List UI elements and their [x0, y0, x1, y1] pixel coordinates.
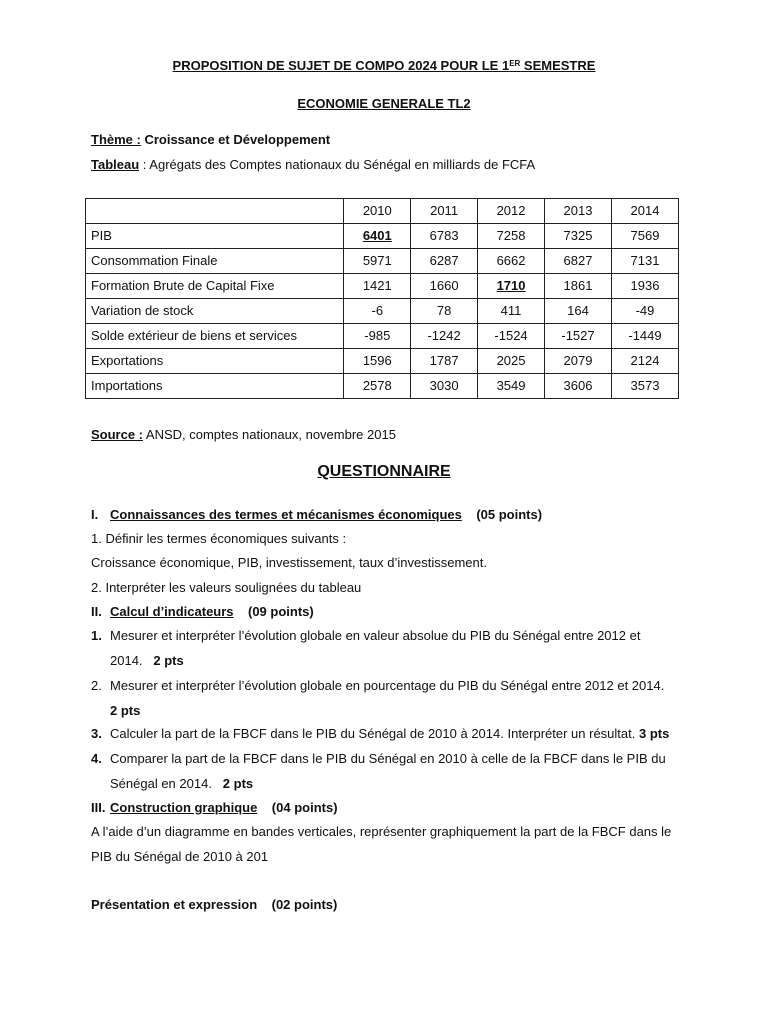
- value-cell: 2025: [478, 349, 545, 374]
- questionnaire-title: QUESTIONNAIRE: [317, 463, 451, 480]
- table-row: [86, 224, 679, 249]
- value-cell: -1527: [545, 324, 612, 349]
- value-cell: 1787: [411, 349, 478, 374]
- table-caption: [91, 157, 535, 172]
- year-header-cell: 2012: [478, 199, 545, 224]
- row-label-cell: PIB: [86, 224, 344, 249]
- question-3-line-2: PIB du Sénégal de 2010 à 201: [91, 849, 269, 864]
- value-cell: 7569: [611, 224, 678, 249]
- question-2-1-cont: 2014. 2 pts: [110, 653, 184, 668]
- value-cell: 411: [478, 299, 545, 324]
- theme-label: Thème :: [91, 132, 141, 147]
- value-cell: 1861: [545, 274, 612, 299]
- table-caption-label: Tableau: [91, 157, 140, 172]
- row-label-cell: Solde extérieur de biens et services: [86, 324, 344, 349]
- value-cell: 2578: [344, 374, 411, 399]
- aggregates-table: [85, 198, 679, 399]
- question-2-1: 1. Mesurer et interpréter l’évolution globale en valeur absolue du PIB du Sénégal entre 2012 et: [91, 628, 641, 643]
- value-cell: 7325: [545, 224, 612, 249]
- value-cell: 6662: [478, 249, 545, 274]
- value-cell: -6: [344, 299, 411, 324]
- table-row: [86, 274, 679, 299]
- theme-value: Croissance et Développement: [140, 132, 331, 147]
- value-cell: -985: [344, 324, 411, 349]
- value-cell: 1936: [611, 274, 678, 299]
- table-row: [86, 324, 679, 349]
- row-label-cell: Variation de stock: [86, 299, 344, 324]
- value-cell: 6287: [411, 249, 478, 274]
- section-2-heading: II. Calcul d’indicateurs (09 points): [91, 604, 314, 619]
- question-1-2: 2. Interpréter les valeurs soulignées du tableau: [91, 580, 362, 595]
- value-cell: [478, 274, 545, 299]
- section-4-heading: Présentation et expression (02 points): [91, 897, 338, 912]
- value-cell: 7131: [611, 249, 678, 274]
- value-cell: 3549: [478, 374, 545, 399]
- row-label-cell: Consommation Finale: [86, 249, 344, 274]
- value-cell: 6783: [411, 224, 478, 249]
- subject-title: ECONOMIE GENERALE TL2: [297, 96, 471, 111]
- section-3-heading: III. Construction graphique (04 points): [91, 800, 338, 815]
- year-header-cell: 2010: [344, 199, 411, 224]
- value-cell: 7258: [478, 224, 545, 249]
- value-cell: -49: [611, 299, 678, 324]
- source-line: [91, 427, 396, 442]
- document-title: PROPOSITION DE SUJET DE COMPO 2024 POUR LE 1ER SEMESTRE: [172, 58, 596, 73]
- value-cell: 1596: [344, 349, 411, 374]
- year-header-cell: 2013: [545, 199, 612, 224]
- question-2-4: 4. Comparer la part de la FBCF dans le PIB du Sénégal en 2010 à celle de la FBCF dans le PIB du: [91, 751, 666, 766]
- value-cell: 2079: [545, 349, 612, 374]
- table-row: [86, 299, 679, 324]
- source-label: Source :: [91, 427, 144, 442]
- row-label-cell: Formation Brute de Capital Fixe: [86, 274, 344, 299]
- value-cell: 78: [411, 299, 478, 324]
- question-2-2: 2. Mesurer et interpréter l’évolution globale en pourcentage du PIB du Sénégal entre 2012 et 2014.: [91, 678, 665, 693]
- value-cell: -1524: [478, 324, 545, 349]
- underlined-value: 6401: [362, 228, 392, 243]
- value-cell: -1242: [411, 324, 478, 349]
- theme-line: [91, 132, 330, 147]
- source-text: ANSD, comptes nationaux, novembre 2015: [143, 427, 396, 442]
- value-cell: 6827: [545, 249, 612, 274]
- section-1-heading: I. Connaissances des termes et mécanismes économiques (05 points): [91, 507, 543, 522]
- year-header-cell: 2011: [411, 199, 478, 224]
- question-3-line-1: A l’aide d’un diagramme en bandes verticales, représenter graphiquement la part de la FBCF dans le: [91, 824, 672, 839]
- table-row: [86, 374, 679, 399]
- value-cell: 3030: [411, 374, 478, 399]
- value-cell: 3606: [545, 374, 612, 399]
- question-2-3: 3. Calculer la part de la FBCF dans le PIB du Sénégal de 2010 à 2014. Interpréter un résultat. 3 pts: [91, 726, 670, 741]
- value-cell: [344, 224, 411, 249]
- value-cell: 5971: [344, 249, 411, 274]
- row-label-cell: Importations: [86, 374, 344, 399]
- row-label-cell: Exportations: [86, 349, 344, 374]
- value-cell: 1660: [411, 274, 478, 299]
- table-header-row: [86, 199, 679, 224]
- question-2-2-points: 2 pts: [110, 703, 141, 718]
- table-row: [86, 349, 679, 374]
- value-cell: 1421: [344, 274, 411, 299]
- value-cell: 3573: [611, 374, 678, 399]
- question-2-4-cont: Sénégal en 2014. 2 pts: [110, 776, 254, 791]
- question-1-1: 1. Définir les termes économiques suivants :: [91, 531, 347, 546]
- table-corner-cell: [86, 199, 344, 224]
- value-cell: 164: [545, 299, 612, 324]
- question-1-1-terms: Croissance économique, PIB, investissement, taux d’investissement.: [91, 555, 487, 570]
- value-cell: 2124: [611, 349, 678, 374]
- year-header-cell: 2014: [611, 199, 678, 224]
- table-caption-text: : Agrégats des Comptes nationaux du Sénégal en milliards de FCFA: [139, 157, 536, 172]
- underlined-value: 1710: [496, 278, 526, 293]
- value-cell: -1449: [611, 324, 678, 349]
- table-row: [86, 249, 679, 274]
